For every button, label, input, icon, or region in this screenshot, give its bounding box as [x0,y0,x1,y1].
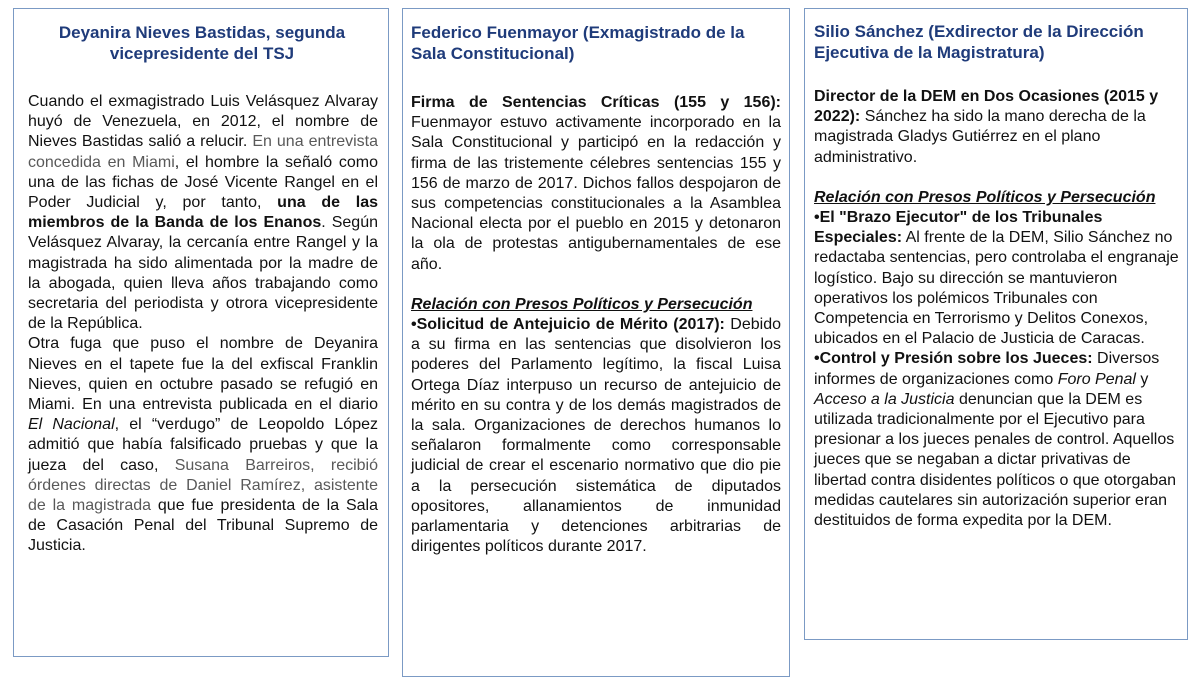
profile-card-fuenmayor [402,8,790,677]
newspaper-name: El Nacional [28,416,115,434]
profile-card-nieves-bastidas [13,8,389,657]
profile-card-silio-sanchez [804,8,1188,640]
card-body [411,93,781,557]
section-heading: Relación con Presos Políticos y Persecución [411,295,753,313]
spacer [411,275,781,295]
paragraph-3 [814,349,1184,531]
text-segment: Debido a su firma en las sentencias que disolvieron los poderes del Parlamento legítimo, la fiscal Luisa Ortega Díaz interpuso un recurso de antejuicio de mérito en su contra y de los demás magistrados de la sala. Organizaciones de derechos humanos lo señalaron formalmente como corresponsable judicial de crear el escenario normativo que dio pie a la persecución sistemática de diputados opositores, allanamientos de inmunidad parlamentaria y detenciones arbitrarias de dirigentes políticos durante 2017. [411,316,782,556]
text-segment: que fue presidenta de la Sala de Casación Penal del Tribunal Supremo de Justicia. [28,497,378,555]
paragraph-heading: Firma de Sentencias Críticas (155 y 156): [411,94,781,111]
highlight-bold: una de las miembros de la Banda de los Enanos [28,194,379,232]
paragraph-1 [411,93,781,275]
card-body [814,87,1184,531]
text-segment: Al frente de la DEM, Silio Sánchez no redactaba sentencias, pero controlaba el engranaje logístico. Bajo su dirección se mantuvieron operativos los polémicos Tribunales con Competencia en Terrorismo y Delitos Conexos, ubicados en el Palacio de Justicia de Caracas. [814,229,1179,348]
interview-reference: En una entrevista concedida en Miami [28,133,378,171]
paragraph-1 [814,87,1184,168]
section-heading: Relación con Presos Políticos y Persecución [814,188,1156,206]
text-segment: Fuenmayor estuvo activamente incorporado en la Sala Constitucional y participó en la redacción y firma de las tristemente célebres sentencias 155 y 156 de marzo de 2017. Dichos fallos despojaron de sus competencias constitucionales a la Asamblea Nacional electa por el pueblo en 2015 y detonaron la ola de protestas antigubernamentales de ese año. [411,114,781,273]
text-segment: Otra fuga que puso el nombre de Deyanira Nieves en el tapete fue la del exfiscal Franklin Nieves, quien en octubre pasado se refugió en Miami. En una entrevista publicada en el diario [28,335,378,414]
paragraph-2 [28,334,378,556]
card-title: Deyanira Nieves Bastidas, segunda vicepresidente del TSJ [58,23,346,63]
card-title: Federico Fuenmayor (Exmagistrado de la Sala Constitucional) [411,23,745,63]
paragraph-2 [411,315,781,557]
text-segment: , el “verdugo” de Leopoldo López admitió que había falsificado pruebas y que la jueza del caso, [28,416,378,474]
gray-reference: Susana Barreiros, recibió órdenes directas de Daniel Ramírez, asistente de la magistrada [28,456,378,515]
text-segment: Cuando el exmagistrado Luis Velásquez Alvaray huyó de Venezuela, en 2012, el nombre de Nieves Bastidas salió a relucir. [28,93,378,151]
text-segment: , el hombre la señaló como una de las fichas de José Vicente Rangel en el Poder Judicial y, por tanto, [28,153,379,212]
paragraph-heading: •Control y Presión sobre los Jueces: [814,350,1093,368]
text-segment: Sánchez ha sido la mano derecha de la magistrada Gladys Gutiérrez en el plano administrativo. [814,108,1146,166]
paragraph-heading: •El "Brazo Ejecutor" de los Tribunales Especiales: [814,209,1103,247]
paragraph-1 [28,92,378,334]
text-segment: denuncian que la DEM es utilizada tradicionalmente por el Ejecutivo para presionar a los jueces penales de control. Aquellos jueces que se negaban a dictar privativas de libertad contra disidentes políticos o que otorgaban medidas cautelares sin autorización superior eran destituidos de forma expedita por la DEM. [814,390,1177,530]
text-segment: Diversos informes de organizaciones como [814,350,1160,388]
organization-name: Acceso a la Justicia [814,390,955,408]
paragraph-heading: Director de la DEM en Dos Ocasiones (2015 y 2022): [814,88,1159,126]
organization-name: Foro Penal [1057,370,1136,388]
card-title: Silio Sánchez (Exdirector de la Dirección Ejecutiva de la Magistratura) [814,22,1144,62]
text-segment: y [1135,370,1149,388]
card-body [28,92,378,557]
paragraph-2 [814,208,1184,349]
spacer [814,168,1184,188]
paragraph-heading: •Solicitud de Antejuicio de Mérito (2017): [411,316,725,334]
text-segment: . Según Velásquez Alvaray, la cercanía entre Rangel y la magistrada ha sido alimentada por la madre de la abogada, quien lleva años trabajando como secretaria del periodista y otrora vicepresidente de la República. [28,214,379,333]
